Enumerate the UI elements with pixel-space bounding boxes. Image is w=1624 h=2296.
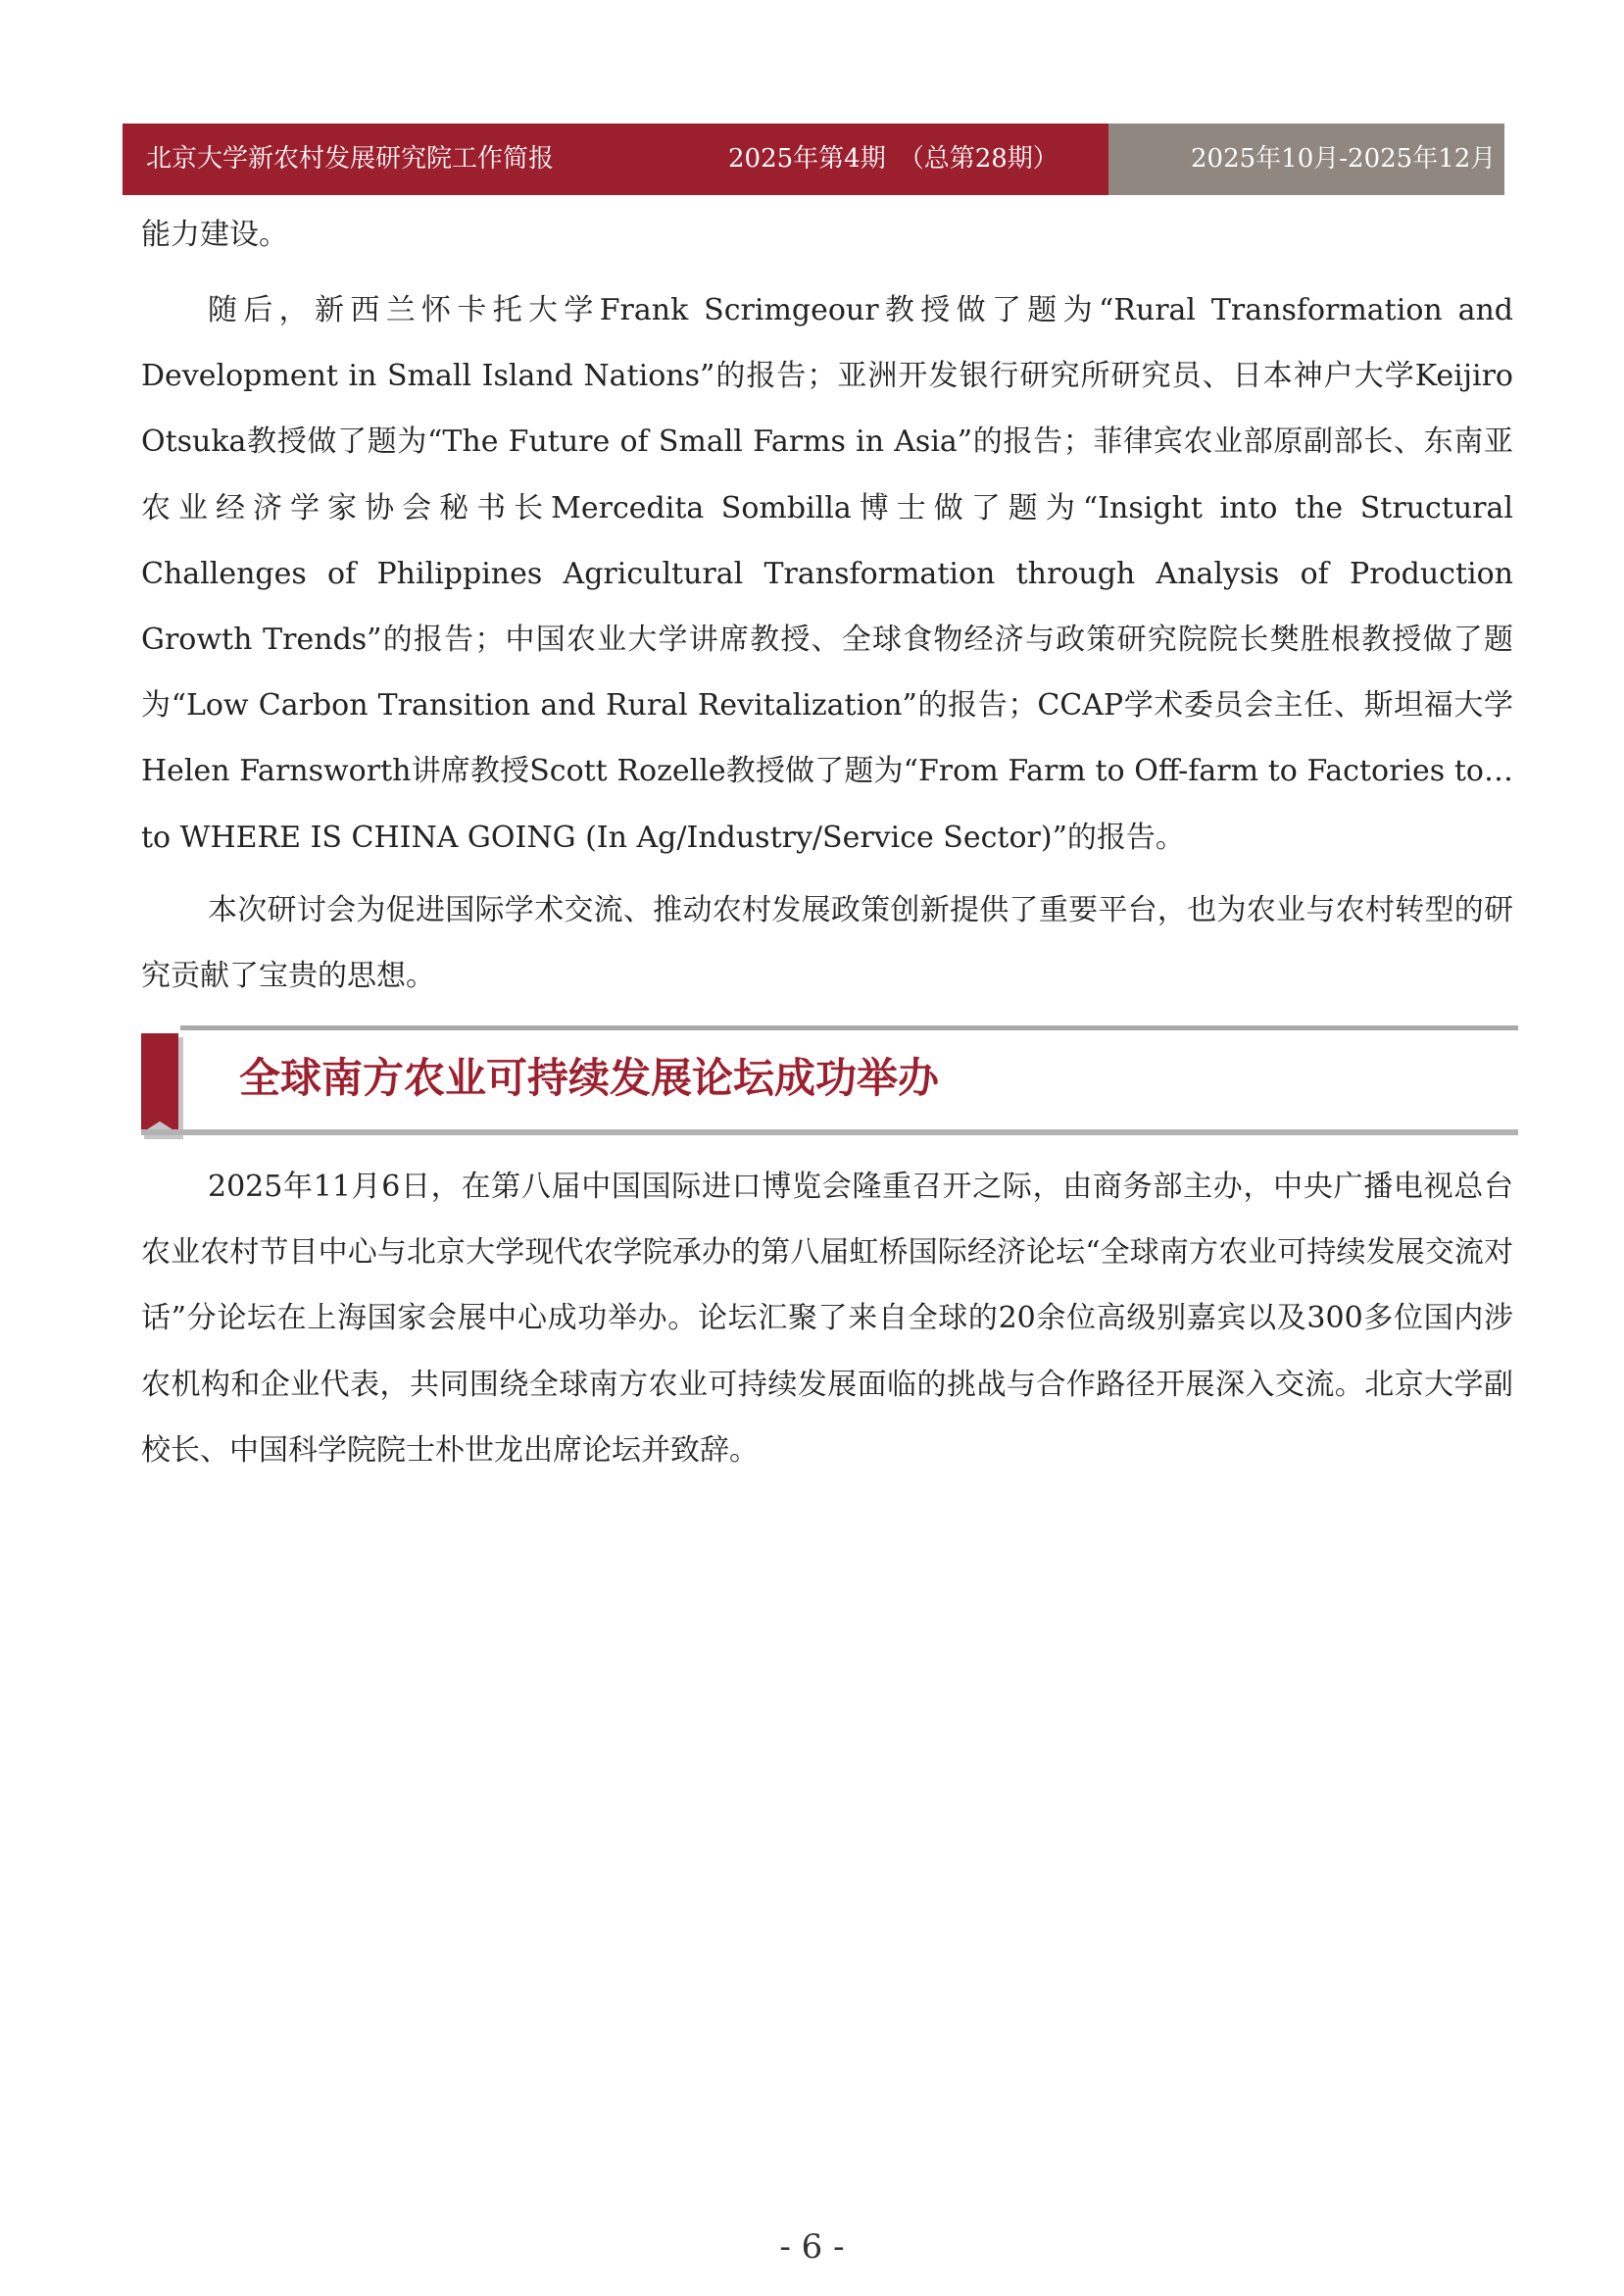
header-publication-title: 北京大学新农村发展研究院工作简报: [146, 144, 555, 174]
bookmark-ribbon-icon: [141, 1033, 178, 1133]
section-top-rule: [180, 1025, 1518, 1030]
section-bottom-rule: [141, 1129, 1518, 1135]
page-header: [123, 124, 1504, 195]
paragraph-summary: 本次研讨会为促进国际学术交流、推动农村发展政策创新提供了重要平台，也为农业与农村转型的研究贡献了宝贵的思想。: [141, 893, 1513, 994]
page-number: - 6 -: [779, 2227, 845, 2267]
header-period: 2025年10月-2025年12月: [1191, 144, 1497, 174]
paragraph-continuation: 能力建设。: [141, 218, 288, 252]
paragraph-forum: 2025年11月6日，在第八届中国国际进口博览会隆重召开之际，由商务部主办，中央广播电视总台农业农村节目中心与北京大学现代农学院承办的第八届虹桥国际经济论坛“全球南方农业可持续发展交流对话”分论坛在上海国家会展中心成功举办。论坛汇聚了来自全球的20余位高级别嘉宾以及300多位国内涉农机构和企业代表，共同围绕全球南方农业可持续发展面临的挑战与合作路径开展深入交流。北京大学副校长、中国科学院院士朴世龙出席论坛并致辞。: [141, 1170, 1513, 1468]
paragraph-speakers: 随后，新西兰怀卡托大学Frank Scrimgeour教授做了题为“Rural Transformation and Development in Small Island Nations”的报告；亚洲开发银行研究所研究员、日本神户大学Keijiro Otsuka教授做了题为“The Future of Small Farms in Asia”的报告；菲律宾农业部原副部长、东南亚农业经济学家协会秘书长Mercedita Sombilla博士做了题为“Insight into the Structural Challenges of Philippines Agricultural Transformation through Analysis of Production Growth Trends”的报告；中国农业大学讲席教授、全球食物经济与政策研究院院长樊胜根教授做了题为“Low Carbon Transition and Rural Revitalization”的报告；CCAP学术委员会主任、斯坦福大学Helen Farnsworth讲席教授Scott Rozelle教授做了题为“From Farm to Off-farm to Factories to…to WHERE IS CHINA GOING (In Ag/Industry/Service Sector)”的报告。: [141, 293, 1513, 855]
section-heading: [141, 1025, 1518, 1137]
header-issue-number: 2025年第4期 （总第28期）: [728, 144, 1058, 174]
section-title: 全球南方农业可持续发展论坛成功举办: [239, 1054, 940, 1102]
